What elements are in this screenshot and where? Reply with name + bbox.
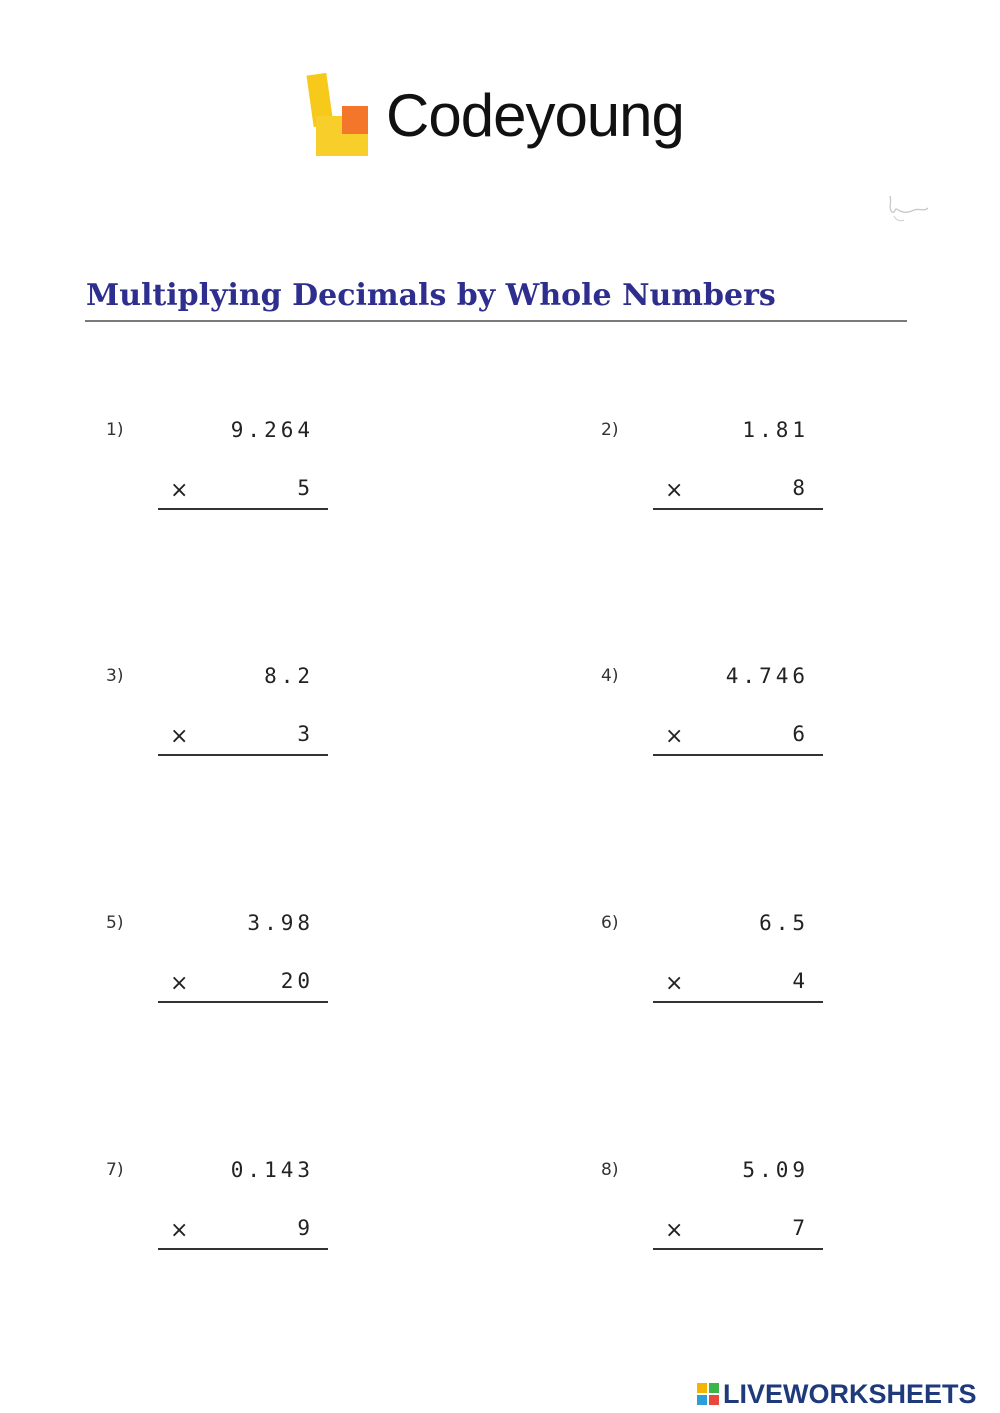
multiplicand: 4.746	[725, 664, 809, 688]
liveworksheets-text: LIVEWORKSHEETS	[723, 1378, 977, 1409]
problem-number: 4)	[601, 666, 619, 686]
problem-number: 6)	[601, 913, 619, 933]
answer-line[interactable]	[158, 754, 328, 756]
title-divider	[85, 320, 907, 322]
problem-4	[601, 666, 841, 786]
multiplier: 7	[792, 1216, 809, 1240]
codeyoung-logo	[308, 66, 684, 166]
multiplicand: 1.81	[742, 418, 809, 442]
answer-line[interactable]	[653, 508, 823, 510]
problem-5	[106, 913, 346, 1033]
multiply-operator: ×	[170, 971, 189, 996]
multiply-operator: ×	[665, 1218, 684, 1243]
problem-number: 1)	[106, 420, 124, 440]
multiplier: 20	[280, 969, 314, 993]
problem-8	[601, 1160, 841, 1280]
answer-line[interactable]	[653, 1001, 823, 1003]
problem-number: 7)	[106, 1160, 124, 1180]
multiply-operator: ×	[665, 724, 684, 749]
problem-number: 3)	[106, 666, 124, 686]
multiplier: 4	[792, 969, 809, 993]
problem-1	[106, 420, 346, 540]
multiplicand: 5.09	[742, 1158, 809, 1182]
problem-2	[601, 420, 841, 540]
problem-number: 2)	[601, 420, 619, 440]
multiplier: 9	[297, 1216, 314, 1240]
multiply-operator: ×	[665, 971, 684, 996]
multiplicand: 0.143	[230, 1158, 314, 1182]
multiplicand: 8.2	[264, 664, 314, 688]
answer-line[interactable]	[158, 508, 328, 510]
problem-number: 5)	[106, 913, 124, 933]
problem-6	[601, 913, 841, 1033]
problem-7	[106, 1160, 346, 1280]
answer-line[interactable]	[158, 1248, 328, 1250]
multiplier: 8	[792, 476, 809, 500]
answer-line[interactable]	[653, 754, 823, 756]
liveworksheets-icon	[697, 1383, 719, 1405]
codeyoung-logo-icon	[308, 72, 372, 160]
worksheet-title: Multiplying Decimals by Whole Numbers	[86, 278, 776, 313]
multiplier: 6	[792, 722, 809, 746]
multiplicand: 6.5	[759, 911, 809, 935]
problem-3	[106, 666, 346, 786]
multiplier: 5	[297, 476, 314, 500]
scribble-mark	[884, 192, 932, 226]
multiplicand: 9.264	[230, 418, 314, 442]
multiplicand: 3.98	[247, 911, 314, 935]
multiply-operator: ×	[665, 478, 684, 503]
answer-line[interactable]	[158, 1001, 328, 1003]
multiply-operator: ×	[170, 478, 189, 503]
multiply-operator: ×	[170, 724, 189, 749]
multiplier: 3	[297, 722, 314, 746]
multiply-operator: ×	[170, 1218, 189, 1243]
answer-line[interactable]	[653, 1248, 823, 1250]
problem-number: 8)	[601, 1160, 619, 1180]
liveworksheets-brand[interactable]	[697, 1378, 977, 1410]
logo-text: Codeyoung	[386, 82, 684, 149]
